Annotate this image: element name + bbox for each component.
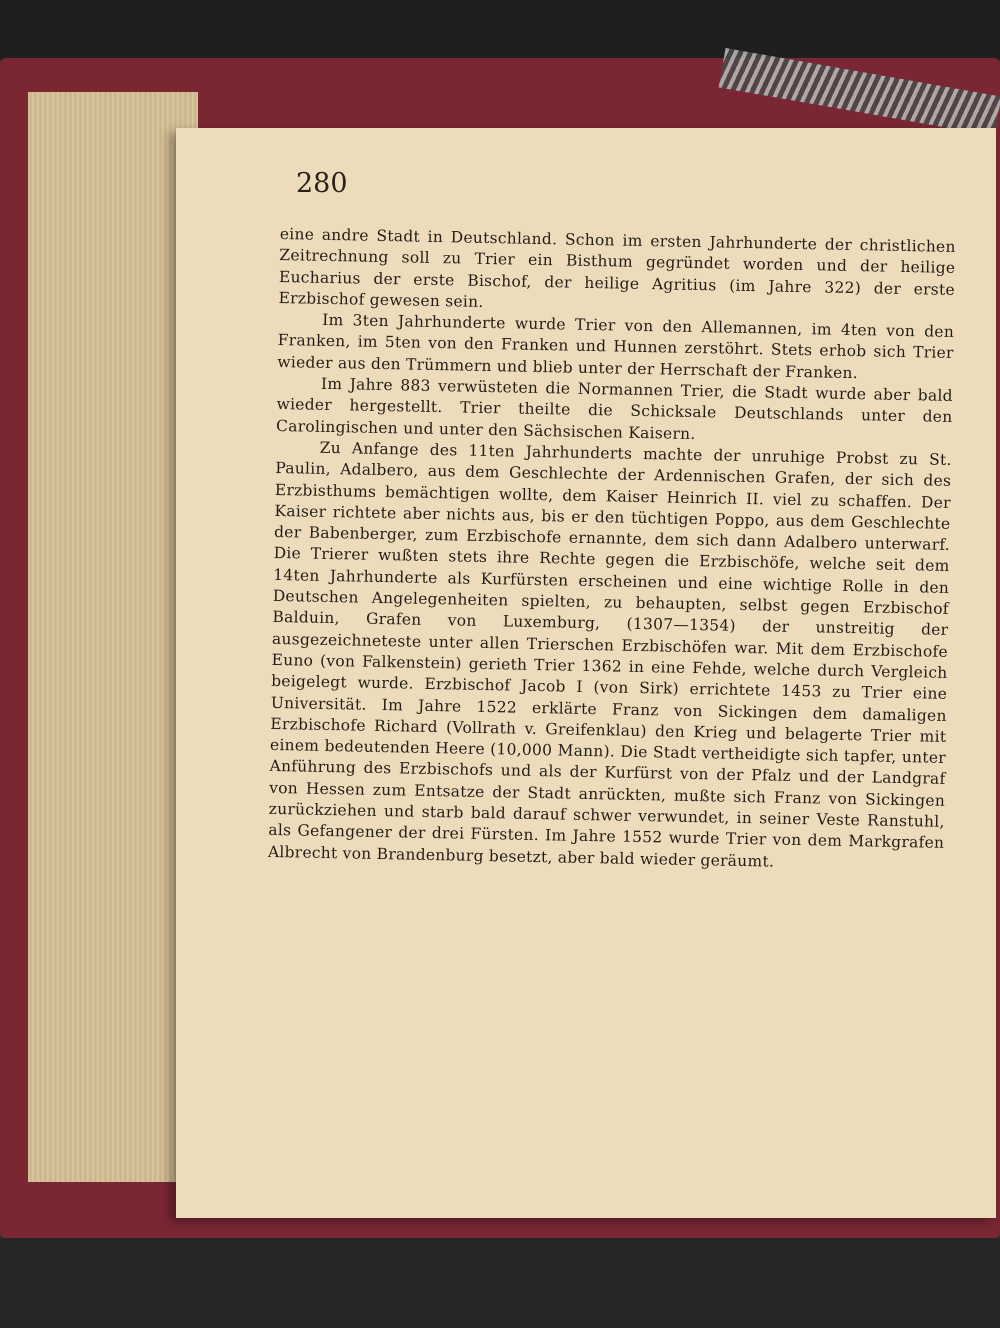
book-page (176, 128, 996, 1218)
paragraph-2: Im 3ten Jahrhunderte wurde Trier von den Allemannen, im 4ten von den Franken, im 5ten von den Franken und Hunnen zerstöhrt. Stets erhob sich Trier wieder aus den Trümmern und blieb unter der Herrschaft der Franken. (277, 311, 955, 382)
paragraph-3: Im Jahre 883 verwüsteten die Normannen Trier, die Stadt wurde aber bald wieder hergestellt. Trier theilte die Schicksale Deutschlands unter den Carolingischen und unter den Sächsischen Kaisern. (275, 374, 953, 443)
page-text (268, 224, 956, 876)
scanner-background-top (0, 0, 1000, 60)
paragraph-4: Zu Anfange des 11ten Jahrhunderts machte der unruhige Probst zu St. Paulin, Adalbero, aus dem Geschlechte der Ardennischen Grafen, der sich des Erzbisthums bemächtigen wollte, dem Kaiser Heinrich II. viel zu schaffen. Der Kaiser richtete aber nichts aus, bis er den tüchtigen Poppo, aus dem Geschlechte der Babenberger, zum Erzbischofe ernannte, dem sich dann Adalbero unterwarf. Die Trierer wußten stets ihre Rechte gegen die Erzbischöfe, welche seit dem 14ten Jahrhunderte als Kurfürsten erscheinen und eine wichtige Rolle in den Deutschen Angelegenheiten spielten, zu behaupten, selbst gegen Erzbischof Balduin, Grafen von Luxemburg, (1307—1354) der unstreitig der ausgezeichneteste unter allen Trierschen Erzbischöfen war. Mit dem Erzbischofe Euno (von Falkenstein) gerieth Trier 1362 in eine Fehde, welche durch Vergleich beigelegt wurde. Erzbischof Jacob I (von Sirk) errichtete 1453 zu Trier eine Universität. Im Jahre 1522 erklärte Franz von Sickingen dem damaligen Erzbischofe Richard (Vollrath v. Greifenklau) den Krieg und belagerte Trier mit einem bedeutenden Heere (10,000 Mann). Die Stadt vertheidigte sich tapfer, unter Anführung des Erzbischofs und als der Kurfürst von der Pfalz und der Landgraf von Hessen zum Entsatze der Stadt anrückten, mußte sich Franz von Sickingen zurückziehen und starb bald darauf schwer verwundet, in seiner Veste Ranstuhl, als Gefangener der drei Fürsten. Im Jahre 1552 wurde Trier von dem Markgrafen Albrecht von Brandenburg besetzt, aber bald wieder geräumt. (267, 438, 952, 871)
paragraph-1: eine andre Stadt in Deutschland. Schon im ersten Jahrhunderte der christlichen Zeitrechnung soll zu Trier ein Bisthum gegründet worden und der heilige Eucharius der erste Bischof, der heilige Agritius (im Jahre 322) der erste Erzbischof gewesen sein. (278, 224, 956, 311)
scanner-background-bottom (0, 1238, 1000, 1328)
page-number: 280 (296, 168, 348, 199)
page-stack-edge (28, 92, 198, 1182)
